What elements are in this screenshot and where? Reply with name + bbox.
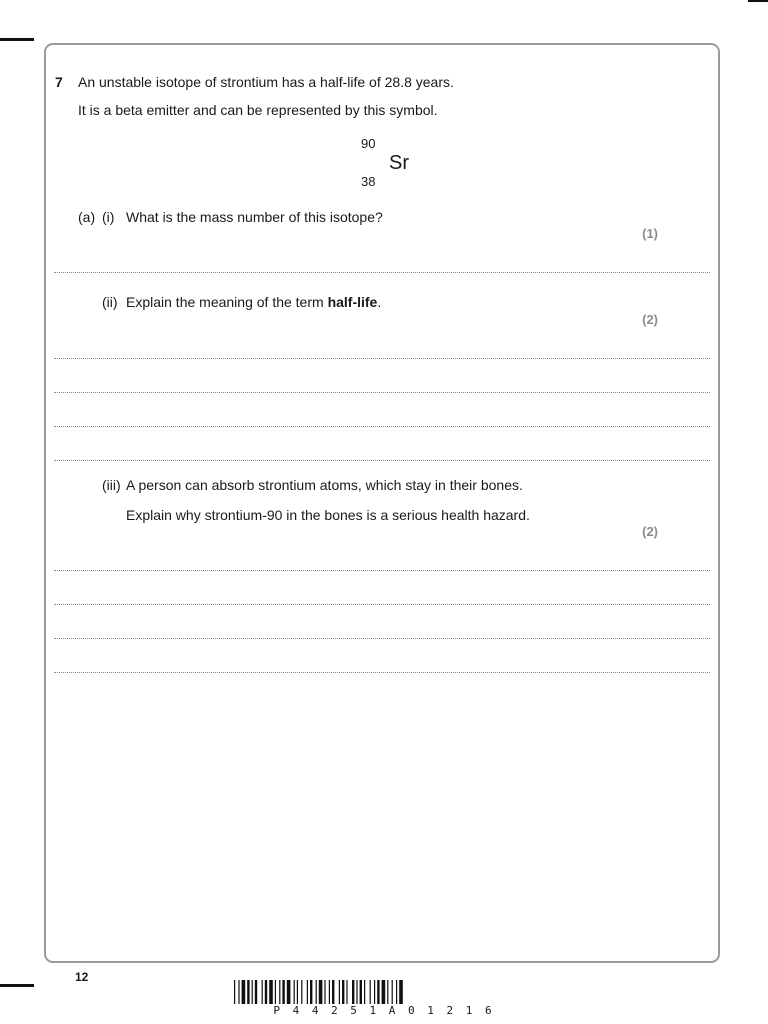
part-ii-label: (ii) <box>102 294 118 310</box>
edge-mark-top-right <box>748 0 768 2</box>
part-i-marks: (1) <box>642 226 658 241</box>
answer-line[interactable] <box>54 358 710 359</box>
element-symbol: Sr <box>389 152 409 174</box>
barcode-text: P 4 4 2 5 1 A 0 1 2 1 6 <box>273 1004 495 1017</box>
mass-number: 90 <box>361 136 376 151</box>
answer-line[interactable] <box>54 570 710 571</box>
edge-mark-bottom-left <box>0 984 34 987</box>
part-iii-text-line1: A person can absorb strontium atoms, which stay in their bones. <box>126 477 523 493</box>
question-intro-line2: It is a beta emitter and can be represented by this symbol. <box>78 102 438 118</box>
answer-line[interactable] <box>54 426 710 427</box>
question-number: 7 <box>55 74 63 90</box>
part-iii-text-line2: Explain why strontium-90 in the bones is a serious health hazard. <box>126 507 530 523</box>
part-iii-label: (iii) <box>102 477 121 493</box>
answer-line[interactable] <box>54 638 710 639</box>
answer-line[interactable] <box>54 460 710 461</box>
part-i-text: What is the mass number of this isotope? <box>126 209 383 225</box>
question-intro-line1: An unstable isotope of strontium has a half-life of 28.8 years. <box>78 74 454 90</box>
barcode <box>234 980 534 1004</box>
part-a-label: (a) <box>78 209 96 225</box>
answer-line[interactable] <box>54 272 710 273</box>
part-ii-text-after: . <box>377 294 382 310</box>
answer-line[interactable] <box>54 672 710 673</box>
atomic-number: 38 <box>361 174 376 189</box>
edge-mark-top-left <box>0 38 34 41</box>
part-i-label: (i) <box>102 209 115 225</box>
part-ii-term: half-life <box>327 294 378 310</box>
page-number: 12 <box>75 970 89 984</box>
part-ii-text-before: Explain the meaning of the term <box>126 294 328 310</box>
answer-line[interactable] <box>54 392 710 393</box>
answer-frame <box>44 43 720 963</box>
part-iii-marks: (2) <box>642 524 658 539</box>
part-ii-text <box>126 293 381 311</box>
part-ii-marks: (2) <box>642 312 658 327</box>
answer-line[interactable] <box>54 604 710 605</box>
